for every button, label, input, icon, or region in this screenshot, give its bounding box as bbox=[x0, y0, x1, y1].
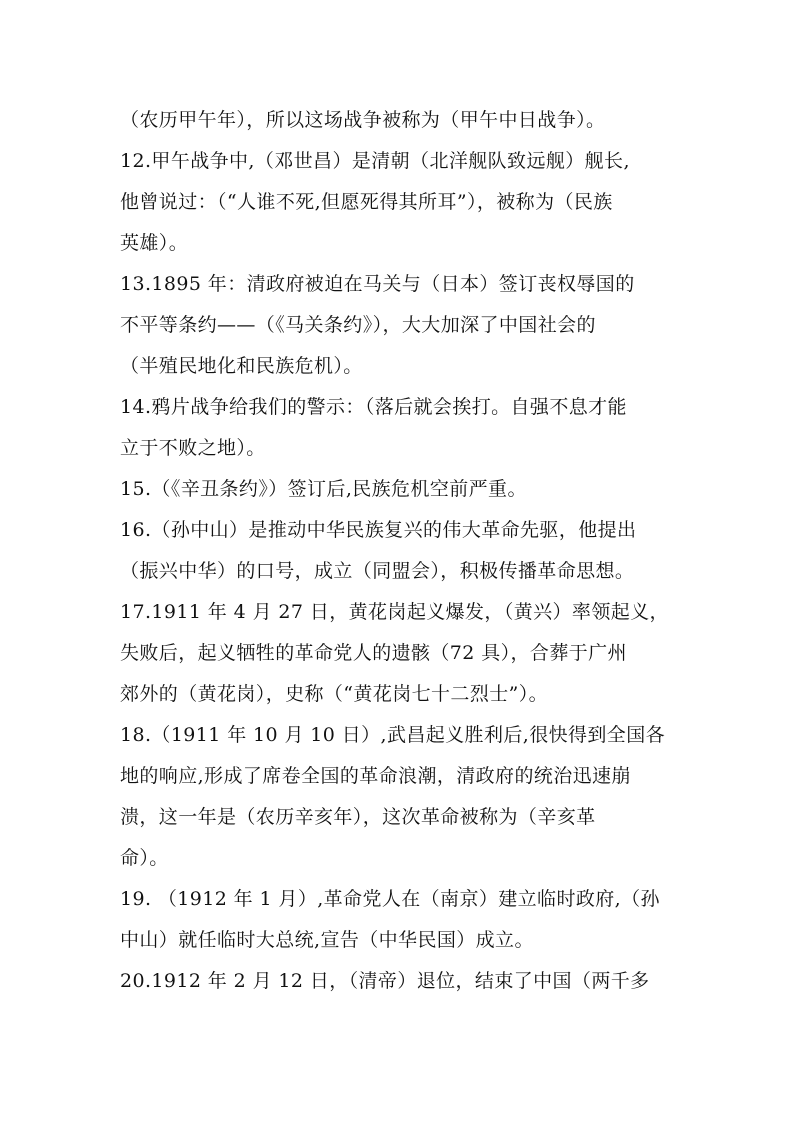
text-line: 18.（1911 年 10 月 10 日）,武昌起义胜利后,很快得到全国各 bbox=[120, 724, 666, 746]
document-body bbox=[120, 100, 674, 1002]
text-line: 13.1895 年：清政府被迫在马关与（日本）签订丧权辱国的 bbox=[120, 273, 635, 295]
text-line: 不平等条约——（《马关条约》），大大加深了中国社会的 bbox=[120, 314, 596, 336]
text-line: 他曾说过：（“人谁不死,但愿死得其所耳”），被称为（民族 bbox=[120, 191, 613, 213]
text-line: （振兴中华）的口号，成立（同盟会），积极传播革命思想。 bbox=[120, 560, 635, 582]
text-line: 19. （1912 年 1 月）,革命党人在（南京）建立临时政府,（孙 bbox=[120, 888, 660, 910]
text-line: （半殖民地化和民族危机）。 bbox=[120, 355, 363, 377]
text-line: 12.甲午战争中,（邓世昌）是清朝（北洋舰队致远舰）舰长, bbox=[120, 150, 630, 172]
text-line: 溃，这一年是（农历辛亥年），这次革命被称为（辛亥革 bbox=[120, 806, 596, 828]
text-line: 17.1911 年 4 月 27 日，黄花岗起义爆发，（黄兴）率领起义， bbox=[120, 601, 669, 623]
text-line: 14.鸦片战争给我们的警示：（落后就会挨打。自强不息才能 bbox=[120, 396, 627, 418]
text-line: 郊外的（黄花岗），史称（“黄花岗七十二烈士”）。 bbox=[120, 683, 549, 705]
text-line: 16.（孙中山）是推动中华民族复兴的伟大革命先驱，他提出 bbox=[120, 519, 637, 541]
text-line: 中山）就任临时大总统,宣告（中华民国）成立。 bbox=[120, 929, 534, 951]
text-line: 命）。 bbox=[120, 847, 169, 869]
text-line: 20.1912 年 2 月 12 日，（清帝）退位，结束了中国（两千多 bbox=[120, 970, 650, 992]
text-line: 15.（《辛丑条约》）签订后,民族危机空前严重。 bbox=[120, 478, 527, 500]
text-line: 失败后，起义牺牲的革命党人的遗骸（72 具），合葬于广州 bbox=[120, 642, 627, 664]
text-line: 地的响应,形成了席卷全国的革命浪潮，清政府的统治迅速崩 bbox=[120, 765, 631, 787]
text-line: 立于不败之地）。 bbox=[120, 437, 266, 459]
text-line: （农历甲午年），所以这场战争被称为（甲午中日战争）。 bbox=[120, 109, 606, 131]
text-line: 英雄）。 bbox=[120, 232, 189, 254]
